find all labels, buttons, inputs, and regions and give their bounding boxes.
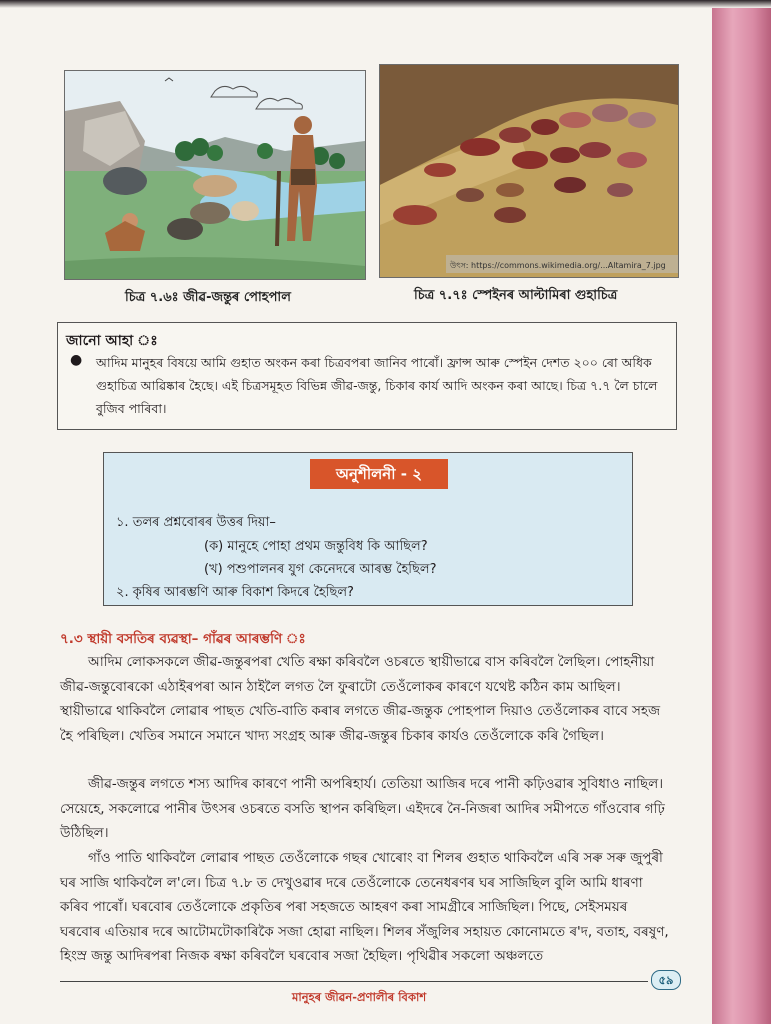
page-top-shadow: [0, 0, 771, 8]
exercise-title: অনুশীলনী - ২: [310, 459, 448, 489]
cave-painting-illustration: [380, 65, 678, 277]
figure-7-6-caption: চিত্ৰ ৭.৬ঃ জীৱ-জন্তুৰ পোহপাল: [125, 290, 291, 305]
figure-source-credit: উৎস: https://commons.wikimedia.org/...Altamira_7.jpg: [450, 261, 666, 270]
exercise-question-1b: (খ) পশুপালনৰ যুগ কেনেদৰে আৰম্ভ হৈছিল?: [204, 562, 437, 577]
section-paragraph-1: আদিম লোকসকলে জীৱ-জন্তুৰপৰা খেতি ৰক্ষা কৰিবলৈ ওচৰতে স্থায়ীভাৱে বাস কৰিবলৈ লৈছিল। পোহনীয়া জীৱ-জন্তুবোৰকো এঠাইৰপৰা আন ঠাইলৈ লগত লৈ ফুৰাটো তেওঁলোকৰ কাৰণে যথেষ্ট কঠিন কাম আছিল। স্থায়ীভাৱে থাকিবলৈ লোৱাৰ পাছত খেতি-বাতি কৰাৰ লগতে জীৱ-জন্তুক পোহপাল দিয়াও তেওঁলোকৰ বাবে সহজ হৈ পৰিছিল। খেতিৰ সমানে সমানে খাদ্য সংগ্ৰহ আৰু জীৱ-জন্তুৰ চিকাৰ কাৰ্যও তেওঁলোকে কৰি গৈছিল।: [60, 654, 661, 744]
exercise-question-1: ১. তলৰ প্ৰশ্নবোৰৰ উত্তৰ দিয়া–: [116, 515, 276, 530]
section-heading: ৭.৩ স্থায়ী বসতিৰ ব্যৱস্থা– গাঁৱৰ আৰম্ভণি ঃ: [60, 631, 306, 647]
book-edge-strip: [712, 0, 771, 1024]
figure-7-7-caption: চিত্ৰ ৭.৭ঃ স্পেইনৰ আল্টামিৰা গুহাচিত্ৰ: [414, 288, 618, 303]
section-paragraph-3: গাঁও পাতি থাকিবলৈ লোৱাৰ পাছত তেওঁলোকে গছৰ খোৰোং বা শিলৰ গুহাত থাকিবলৈ এৰি সৰু সৰু জুপুৰী ঘৰ সাজি থাকিবলৈ ল'লে। চিত্ৰ ৭.৮ ত দেখুওৱাৰ দৰে তেওঁলোকে তেনেধৰণৰ ঘৰ সাজিছিল বুলি আমি ধাৰণা কৰিব পাৰোঁ। ঘৰবোৰ তেওঁলোকে প্ৰকৃতিৰ পৰা সহজতে আহৰণ কৰা সামগ্ৰীৰে সাজিছিল। পিছে, সেইসময়ৰ ঘৰবোৰ এতিয়াৰ দৰে আটোমটোকাৰিকৈ সজা হোৱা নাছিল। শিলৰ সঁজুলিৰ সহায়ত কোনোমতে ৰ'দ, বতাহ, বৰষুণ, হিংস্ৰ জন্তু আদিৰপৰা নিজক ৰক্ষা কৰিবলৈ ঘৰবোৰ সজা হৈছিল। পৃথিৱীৰ সকলো অঞ্চলতে: [60, 850, 669, 964]
info-box-text: আদিম মানুহৰ বিষয়ে আমি গুহাত অংকন কৰা চিত্ৰবপৰা জানিব পাৰোঁ। ফ্ৰান্স আৰু স্পেইন দেশত ২০০ ৰো অধিক গুহাচিত্ৰ আৱিষ্কাৰ হৈছে। এই চিত্ৰসমূহত বিভিন্ন জীৱ-জন্তু, চিকাৰ কাৰ্য আদি অংকন কৰা আছে। চিত্ৰ ৭.৭ লৈ চালে বুজিব পাৰিবা।: [96, 355, 658, 416]
exercise-question-2: ২. কৃষিৰ আৰম্ভণি আৰু বিকাশ কিদৰে হৈছিল?: [116, 585, 354, 600]
section-paragraph-2: জীৱ-জন্তুৰ লগতে শস্য আদিৰ কাৰণে পানী অপৰিহাৰ্য। তেতিয়া আজিৰ দৰে পানী কঢ়িওৱাৰ সুবিধাও নাছিল। সেয়েহে, সকলোৱে পানীৰ উৎসৰ ওচৰতে বসতি স্থাপন কৰিছিল। এইদৰে নৈ-নিজৰা আদিৰ সমীপতে গাঁওবোৰ গঢ়ি উঠিছিল।: [60, 776, 665, 841]
page-number: ৫৯: [651, 970, 681, 990]
figure-animal-domestication: [64, 70, 366, 280]
exercise-box: [103, 452, 633, 606]
info-box-title: জানো আহা ঃ: [66, 333, 158, 349]
exercise-question-1a: (ক) মানুহে পোহা প্ৰথম জন্তুবিধ কি আছিল?: [204, 539, 428, 554]
bullet-icon: ●: [70, 352, 83, 368]
footer-divider: [60, 981, 648, 982]
domestication-illustration: [65, 71, 365, 279]
footer-chapter-title: মানুহৰ জীৱন-প্ৰণালীৰ বিকাশ: [292, 990, 427, 1004]
figure-altamira-cave-painting: [379, 64, 679, 278]
info-box: [57, 322, 677, 430]
